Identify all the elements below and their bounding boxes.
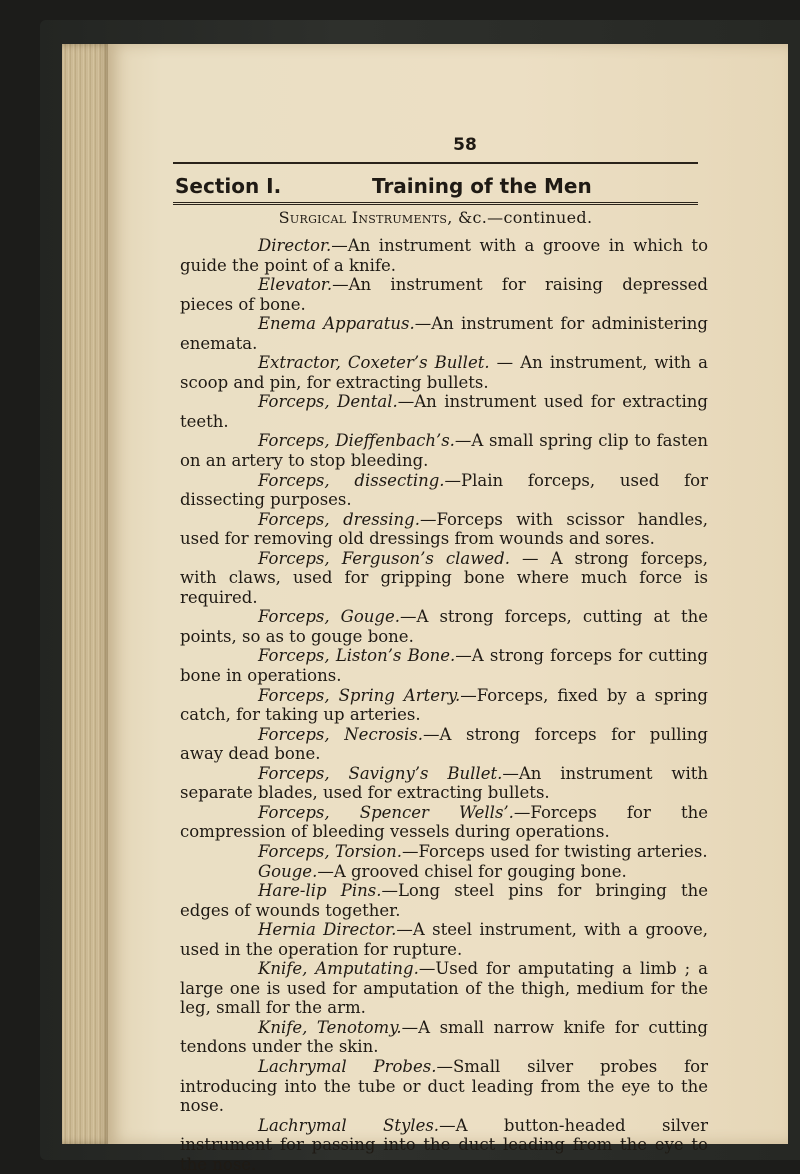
entry-term: Lachrymal Probes. (258, 1056, 437, 1076)
entry-term: Forceps, Ferguson’s clawed. (258, 548, 510, 568)
entry-text: —Forceps with scissor handles, used for removing old dressings from wounds and sores. (180, 509, 708, 549)
list-item (180, 803, 708, 842)
entry-text: —A strong forceps for cutting bone in operations. (180, 646, 708, 686)
entry-text: — An instrument, with a scoop and pin, for extracting bullets. (180, 353, 708, 392)
entry-term: Forceps, Spencer Wells’. (258, 802, 514, 822)
entry-text: —Plain forceps, used for dissecting purposes. (180, 470, 708, 510)
list-item (180, 686, 708, 725)
entry-text: —An instrument for raising depressed pieces of bone. (180, 275, 708, 314)
entry-term: Gouge. (258, 861, 318, 881)
list-heading-rest: &c.—continued. (452, 208, 593, 227)
entry-text: —Used for amputating a limb ; a large one is used for amputation of the thigh, medium for the leg, small for the arm. (180, 959, 708, 1018)
entry-text: —A strong forceps for pulling away dead bone. (180, 724, 708, 764)
entry-term: Knife, Tenotomy. (258, 1017, 402, 1037)
list-item (180, 607, 708, 646)
list-item (180, 1116, 708, 1174)
entry-term: Forceps, Dieffenbach’s. (258, 431, 455, 451)
list-item (180, 881, 708, 920)
entry-term: Forceps, Necrosis. (258, 724, 423, 744)
list-heading (173, 208, 698, 227)
entry-text: —Forceps used for twisting arteries. (402, 841, 708, 861)
entry-text: —A steel instrument, with a groove, used in the operation for rupture. (180, 920, 708, 959)
list-item (180, 842, 708, 862)
entry-term: Forceps, Spring Artery. (258, 685, 461, 705)
entry-term: Extractor, Coxeter’s Bullet. (258, 353, 490, 373)
list-item (180, 862, 708, 882)
list-item (180, 510, 708, 549)
entry-term: Forceps, Savigny’s Bullet. (258, 763, 503, 783)
entry-term: Forceps, Liston’s Bone. (258, 646, 456, 666)
list-item (180, 471, 708, 510)
entry-text: —An instrument used for extracting teeth. (180, 392, 708, 431)
entry-term: Enema Apparatus. (258, 314, 415, 334)
list-heading-main: Surgical Instruments, (278, 208, 453, 227)
entry-term: Hare-lip Pins. (258, 881, 382, 901)
entry-term: Elevator. (258, 275, 333, 295)
page-edges (62, 44, 112, 1144)
entry-term: Director. (258, 236, 332, 255)
list-item (180, 1057, 708, 1116)
entry-text: —A button-headed silver instrument for passing into the duct leading from the eye to the nose. (180, 1115, 709, 1174)
list-item (180, 275, 708, 314)
entry-text: —Forceps, fixed by a spring catch, for taking up arteries. (180, 685, 708, 725)
entry-term: Forceps, Torsion. (258, 841, 402, 861)
list-item (180, 764, 708, 803)
entry-text: —Long steel pins for bringing the edges of wounds together. (180, 881, 708, 920)
entry-text: —An instrument with a groove in which to guide the point of a knife. (180, 236, 708, 275)
entry-term: Hernia Director. (258, 920, 397, 940)
list-item (180, 392, 708, 431)
section-label: Section I. (175, 174, 282, 198)
list-item (180, 549, 708, 608)
header-rule (173, 162, 698, 164)
section-title: Training of the Men (372, 174, 592, 198)
entry-text: —Forceps for the compression of bleeding vessels during operations. (180, 802, 708, 842)
entry-text: —Small silver probes for introducing into the tube or duct leading from the eye to the nose. (180, 1056, 708, 1116)
entry-term: Forceps, Dental. (258, 392, 398, 412)
entry-text: —An instrument for administering enemata. (180, 314, 708, 353)
list-item (180, 431, 708, 470)
list-item (180, 646, 708, 685)
entry-text: — A strong forceps, with claws, used for gripping bone where much force is required. (180, 548, 708, 607)
header-double-rule (173, 202, 698, 205)
entry-term: Forceps, dressing. (258, 509, 420, 529)
entry-term: Forceps, Gouge. (258, 607, 400, 627)
entry-text: —A strong forceps, cutting at the points, so as to gouge bone. (180, 607, 708, 646)
entry-text: —A small spring clip to fasten on an artery to stop bleeding. (180, 431, 708, 471)
entry-term: Knife, Amputating. (258, 959, 419, 979)
list-item (180, 1018, 708, 1057)
page-number: 58 (453, 135, 477, 155)
entry-term: Forceps, dissecting. (258, 470, 445, 490)
list-item (180, 920, 708, 959)
entry-text: —An instrument with separate blades, used for extracting bullets. (180, 763, 709, 803)
list-item (180, 314, 708, 353)
entry-list (180, 236, 708, 1174)
list-item (180, 725, 708, 764)
entry-term: Lachrymal Styles. (258, 1115, 440, 1135)
list-item (180, 353, 708, 392)
entry-text: —A small narrow knife for cutting tendons under the skin. (180, 1017, 708, 1057)
list-item (180, 236, 708, 275)
list-item (180, 959, 708, 1018)
entry-text: —A grooved chisel for gouging bone. (317, 861, 627, 881)
